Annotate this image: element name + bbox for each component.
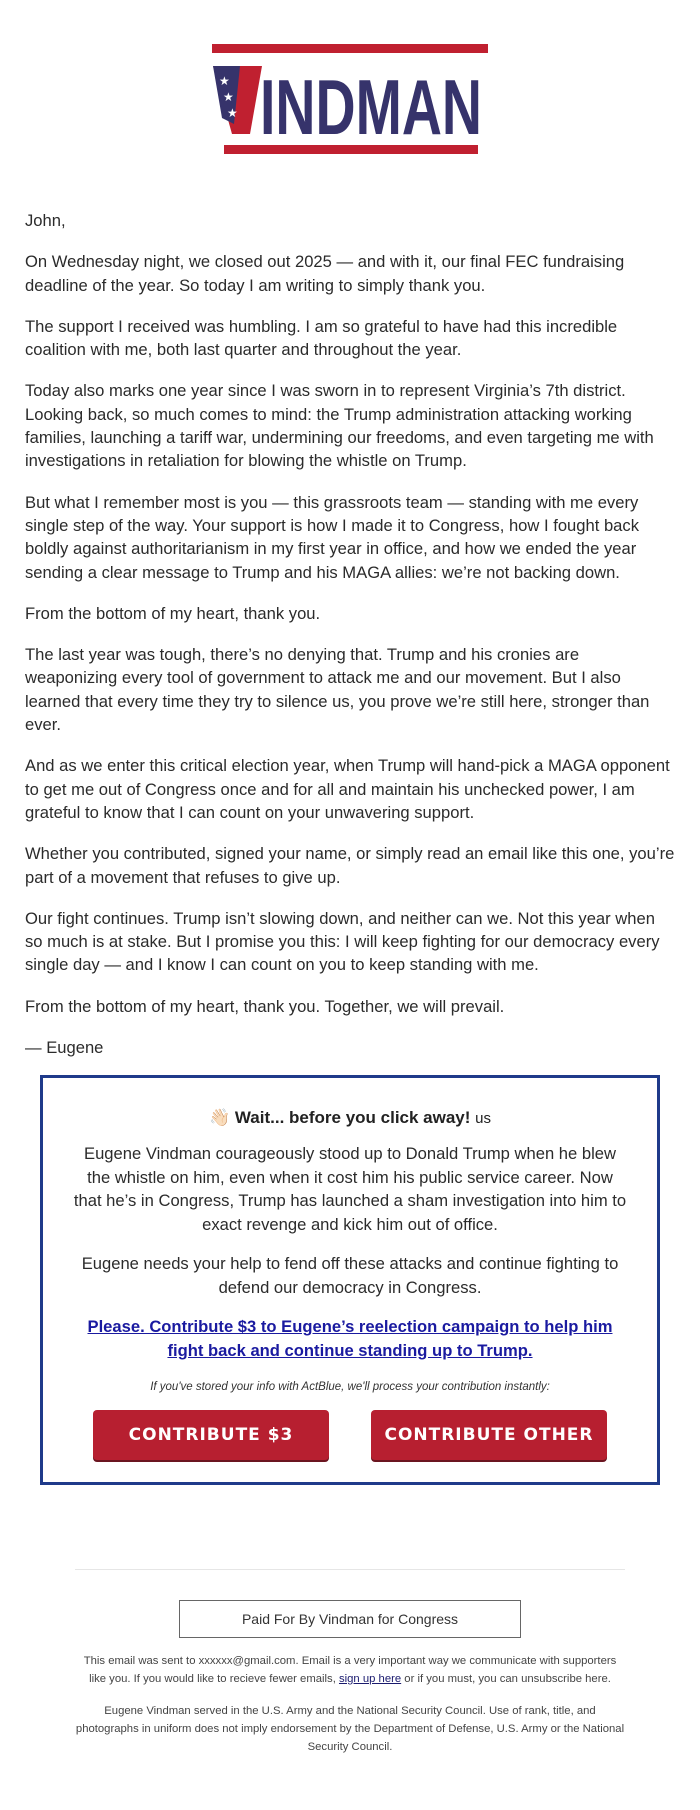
body-paragraph: From the bottom of my heart, thank you. Together, we will prevail. (25, 996, 505, 1016)
star-icon: ★ (219, 74, 230, 88)
body-paragraph: The last year was tough, there’s no denying that. Trump and his cronies are weaponizing every tool of government to attack me and our movement. But I also learned that every time they try to silence us, you prove we’re still here, stronger than ever. (25, 645, 650, 735)
footer (0, 1652, 700, 1756)
email-body (0, 209, 700, 1059)
footer-unsubscribe-text: or if you must, you can unsubscribe here. (401, 1672, 611, 1685)
logo-top-bar (212, 44, 488, 53)
signature: — Eugene (25, 1038, 104, 1058)
paid-for-box: Paid For By Vindman for Congress (179, 1600, 521, 1638)
callout-heading-suffix: us (475, 1110, 492, 1128)
donation-callout-box (40, 1075, 660, 1485)
body-paragraph: The support I received was humbling. I am so grateful to have had this incredible coalition with me, both last quarter and throughout the year. (25, 316, 618, 360)
button-row (73, 1410, 627, 1460)
callout-heading-text: Wait... before you click away! (234, 1108, 471, 1128)
waving-hand-icon: 👋🏻 (208, 1108, 231, 1128)
footer-divider (75, 1569, 625, 1570)
contribute-3-button[interactable]: CONTRIBUTE $3 (93, 1410, 329, 1460)
vindman-logo (210, 42, 490, 158)
body-paragraph: On Wednesday night, we closed out 2025 — and with it, our final FEC fundraising deadline of the year. So today I am writing to simply thank you. (25, 252, 625, 295)
body-paragraph: And as we enter this critical election year, when Trump will hand-pick a MAGA opponent to get me out of Congress once and for all and maintain his unchecked power, I am grateful to know that I can count on your unwavering support. (25, 756, 670, 822)
body-paragraph: Our fight continues. Trump isn’t slowing down, and neither can we. Not this year when so much is at stake. But I promise you this: I will keep fighting for our democracy every single day — and I know I can count on you to keep standing with me. (25, 908, 660, 975)
footer-sent-to-text: This email was sent to xxxxxx@gmail.com. Email is a very important way we communicate with supporters like you. If you would like to recieve fewer emails, (83, 1654, 617, 1685)
star-icon: ★ (223, 90, 234, 104)
body-paragraph: From the bottom of my heart, thank you. (25, 603, 321, 623)
star-icon: ★ (227, 106, 238, 120)
logo-wordmark: INDMAN (260, 63, 482, 151)
callout-heading (73, 1108, 627, 1128)
sign-up-link[interactable]: sign up here (338, 1672, 402, 1685)
callout-paragraph: Eugene Vindman courageously stood up to Donald Trump when he blew the whistle on him, even when it cost him his public service career. Now that he’s in Congress, Trump has launched a sham investigation into him to exact revenge and kick him out of office. (73, 1144, 627, 1234)
callout-paragraph: Eugene needs your help to fend off these attacks and continue fighting to defend our democracy in Congress. (81, 1254, 619, 1297)
contribute-link[interactable]: Please. Contribute $3 to Eugene’s reelection campaign to help him fight back and continue standing up to Trump. (87, 1317, 613, 1360)
footer-sent-to (75, 1652, 625, 1688)
body-paragraph: Whether you contributed, signed your name, or simply read an email like this one, you’re part of a movement that refuses to give up. (25, 844, 675, 887)
header-logo-area (0, 0, 700, 200)
body-paragraph: But what I remember most is you — this grassroots team — standing with me every single step of the way. Your support is how I made it to Congress, how I fought back boldly against authoritarianism in my first year in office, and how we ended the year sending a clear message to Trump and his MAGA allies: we’re not backing down. (25, 492, 640, 582)
body-paragraph: Today also marks one year since I was sworn in to represent Virginia’s 7th district. Looking back, so much comes to mind: the Trump administration attacking working families, launching a tariff war, undermining our freedoms, and even targeting me with investigations in retaliation for blowing the whistle on Trump. (25, 381, 654, 471)
actblue-note: If you've stored your info with ActBlue, we'll process your contribution instantly: (150, 1381, 550, 1394)
salutation: John, (25, 211, 66, 230)
footer-disclaimer: Eugene Vindman served in the U.S. Army and the National Security Council. Use of rank, title, and photographs in uniform does not imply endorsement by the Department of Defense, U.S. Army or the National Security Council. (75, 1704, 625, 1753)
contribute-other-button[interactable]: CONTRIBUTE OTHER (371, 1410, 607, 1460)
